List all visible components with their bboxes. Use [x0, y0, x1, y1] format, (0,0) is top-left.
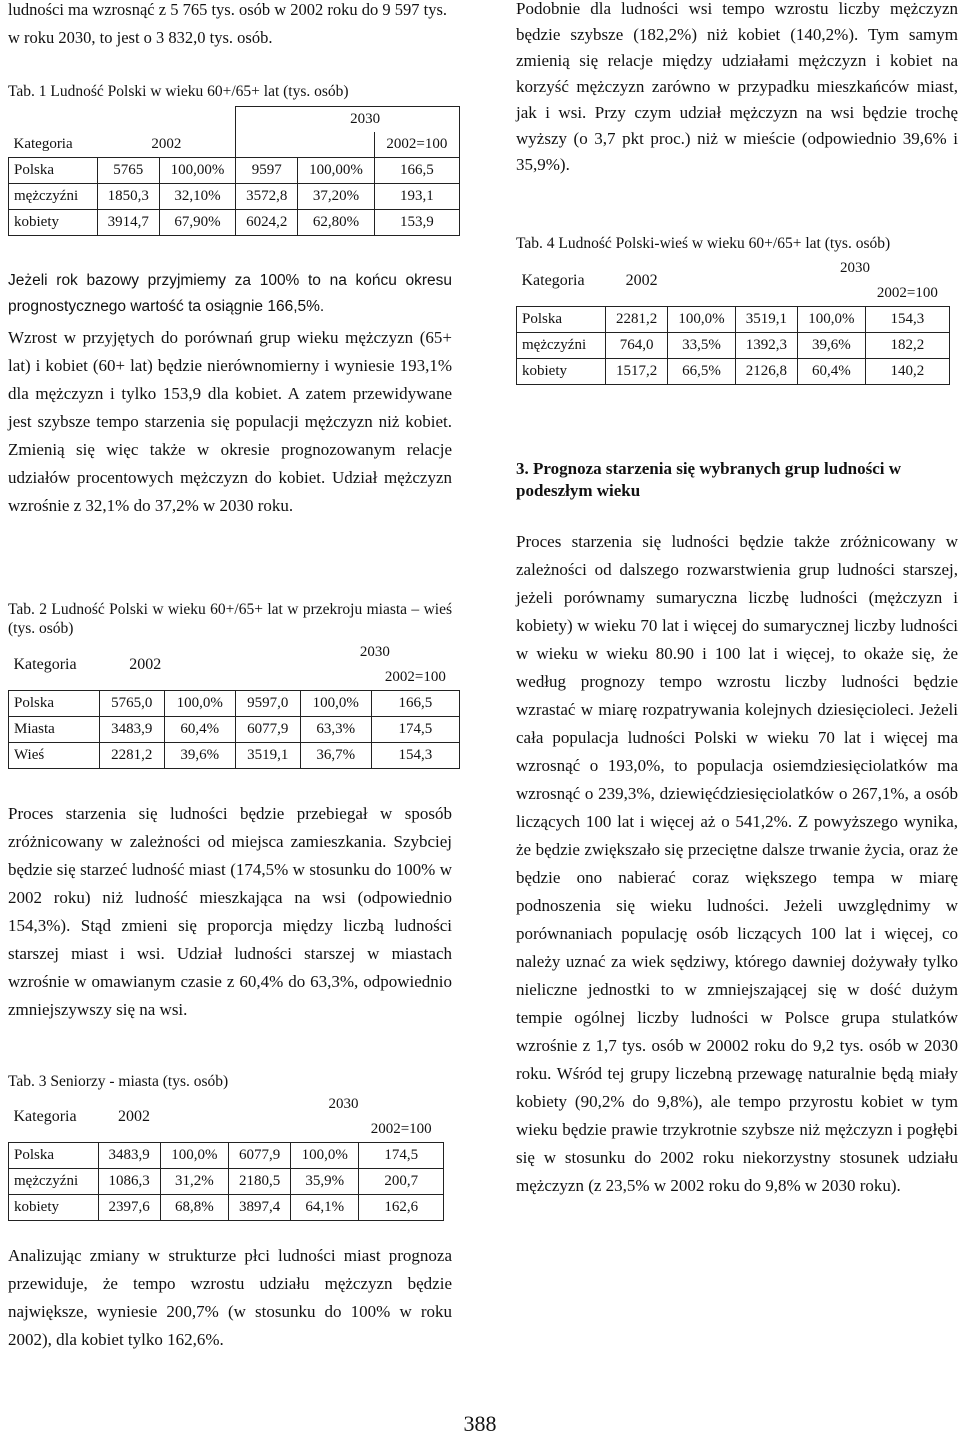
table1-year-header: 2030 [236, 107, 460, 133]
table1-index-header: 2002=100 [374, 132, 459, 158]
table3-year-header: 2030 [328, 1095, 359, 1112]
table3-category-header: Kategoria [13, 1107, 77, 1125]
table-row: kobiety 1517,2 66,5% 2126,8 60,4% 140,2 [517, 359, 950, 385]
table2-index-header: 2002=100 [371, 665, 459, 691]
page-number: 388 [463, 1411, 497, 1436]
table2-year-header: 2030 [359, 643, 390, 660]
table-row: Polska 3483,9 100,0% 6077,9 100,0% 174,5 [9, 1143, 444, 1169]
table2-category-header: Kategoria [13, 655, 77, 673]
section-heading: 3. Prognoza starzenia się wybranych grup ludności w podeszłym wieku [516, 459, 902, 500]
table4-year-header: 2030 [839, 259, 870, 276]
table3-caption: Tab. 3 Seniorzy - miasta (tys. osób) [8, 1073, 229, 1090]
paragraph-aging-groups: Proces starzenia się ludności będzie także zróżnicowany w zależności od dalszego rozwarstwienia grup ludności starszej, jeżeli porównamy sumaryczna liczbę ludności (mężczyzn i kobiety) w wieku 70 lat i więcej do sumarycznej liczby ludności w wieku w wieku 80.90 i 100 lat i więcej, to okaże się, że według prognozy tempo wzrostu liczby ludności będzie wzrastać w miarę rozpatrywania kolejnych dziesięcioleci. Jeżeli cała populacja ludności Polski w wieku 70 lat i więcej ma wzrosnąć o 193,0%, to populacja osiemdziesięciolatków ma wzrosnąć o 239,3%, dziewięćdziesięciolatków o 267,1%, a osób liczących 100 lat i więcej aż o 541,2%. Z powyższego wynika, że będzie zwiększało się przeciętne dalsze trwanie życia, oraz że będzie ono nabierać coraz większego tempa w miarę podnoszenia się wieku ludności. Jeżeli uwzględnimy w porównaniach populację osób liczących 100 lat i więcej, co należy uznać za wiek sędziwy, którego dawniej dożywały tylko nieliczne jednostki to w zmniejszającej się w dość dużym tempie ogólnej liczby ludności w Polsce grupa stulatków wzrośnie z 1,7 tys. osób w 20002 roku do 9,2 tys. osób w 2030 roku. Wśród tej grupy liczebną przewagę naturalnie będą miały kobiety (90,2% do 9,8%), ale tempo przyrostu kobiet w tym wieku będzie prawie trzykrotnie szybsze niż mężczyzn i pogłębi się w stosunku do 2002 roku niekorzystny stosunek udziału mężczyzn (z 23,5% w 2002 roku do 9,8% w 2030 roku). [516, 532, 958, 1195]
paragraph-gender-structure: Analizując zmiany w strukturze płci ludności miast prognoza przewiduje, że tempo wzrostu udziału mężczyzn będzie największe, wyniesie 200,7% (w stosunku do 100% w roku 2002), dla kobiet tylko 162,6%. [8, 1246, 452, 1349]
table-row: mężczyźni 1086,3 31,2% 2180,5 35,9% 200,7 [9, 1169, 444, 1195]
paragraph-base-year: Jeżeli rok bazowy przyjmiemy za 100% to na końcu okresu prognostycznego wartość ta osiągnie 166,5%. [8, 272, 452, 315]
table-row: kobiety 3914,7 67,90% 6024,2 62,80% 153,9 [9, 210, 460, 236]
table3-2002-header: 2002 [118, 1107, 150, 1125]
table-row: Polska 5765,0 100,0% 9597,0 100,0% 166,5 [9, 691, 460, 717]
table1 [8, 106, 460, 236]
table4-caption: Tab. 4 Ludność Polski-wieś w wieku 60+/65+ lat (tys. osób) [516, 235, 891, 252]
intro-paragraph: ludności ma wzrosnąć z 5 765 tys. osób w 2002 roku do 9 597 tys. w roku 2030, to jest o 3 832,0 tys. osób. [8, 0, 448, 47]
table-row: mężczyźni 764,0 33,5% 1392,3 39,6% 182,2 [517, 333, 950, 359]
table-row: Miasta 3483,9 60,4% 6077,9 63,3% 174,5 [9, 717, 460, 743]
paragraph-growth: Wzrost w przyjętych do porównań grup wieku mężczyzn (65+ lat) i kobiet (60+ lat) będzie nierównomierny i wyniesie 193,1% dla mężczyzn i tylko 153,9 dla kobiet. A zatem przewidywane jest szybsze tempo starzenia się populacji mężczyzn niż kobiet. Zmienią się więc także w okresie prognozowanym relacje udziałów procentowych mężczyzn do kobiet. Udział mężczyzn wzrośnie z 32,1% do 37,2% w 2030 roku. [8, 328, 452, 515]
table-row: Polska 5765 100,00% 9597 100,00% 166,5 [9, 158, 460, 184]
table3-index-header: 2002=100 [359, 1117, 444, 1143]
table1-category-header: Kategoria [13, 135, 73, 152]
table4-category-header: Kategoria [521, 271, 585, 289]
table-row: Polska 2281,2 100,0% 3519,1 100,0% 154,3 [517, 307, 950, 333]
table4 [516, 256, 950, 385]
table4-index-header: 2002=100 [865, 281, 949, 307]
paragraph-city-village: Proces starzenia się ludności będzie przebiegał w sposób zróżnicowany w zależności od miejsca zamieszkania. Szybciej będzie się starzeć ludność miast (174,5% w stosunku do 100% w 2002 roku) niż ludność mieszkająca na wsi (odpowiednio 154,3%). Stąd zmieni się proporcja między liczbą ludności starszej miast i wsi. Udział ludności starszej w miastach wzrośnie w omawianym czasie z 60,4% do 63,3%, odpowiednio zmniejszywszy się na wsi. [8, 804, 452, 1019]
table-row: kobiety 2397,6 68,8% 3897,4 64,1% 162,6 [9, 1195, 444, 1221]
table1-2002-header: 2002 [151, 135, 182, 152]
table2-caption: Tab. 2 Ludność Polski w wieku 60+/65+ lat w przekroju miasta – wieś (tys. osób) [8, 601, 452, 637]
table2-2002-header: 2002 [129, 655, 162, 673]
table1-caption: Tab. 1 Ludność Polski w wieku 60+/65+ lat (tys. osób) [8, 83, 349, 100]
table3 [8, 1092, 444, 1221]
table-row: Wieś 2281,2 39,6% 3519,1 36,7% 154,3 [9, 743, 460, 769]
table-row: mężczyźni 1850,3 32,10% 3572,8 37,20% 193,1 [9, 184, 460, 210]
table2 [8, 640, 460, 769]
table4-2002-header: 2002 [625, 271, 658, 289]
paragraph-village-growth: Podobnie dla ludności wsi tempo wzrostu liczby mężczyzn będzie szybsze (182,2%) niż kobiet (140,2%). Tym samym zmienią się relacje między udziałami mężczyzn i kobiet na korzyść mężczyzn zarówno w przypadku mieszkańców miast, jak i wsi. Przy czym udział mężczyzn na wsi będzie trochę wyższy (o 3,7 pkt proc.) niż w mieście (odpowiednio 39,6% i 35,9%). [516, 0, 958, 174]
